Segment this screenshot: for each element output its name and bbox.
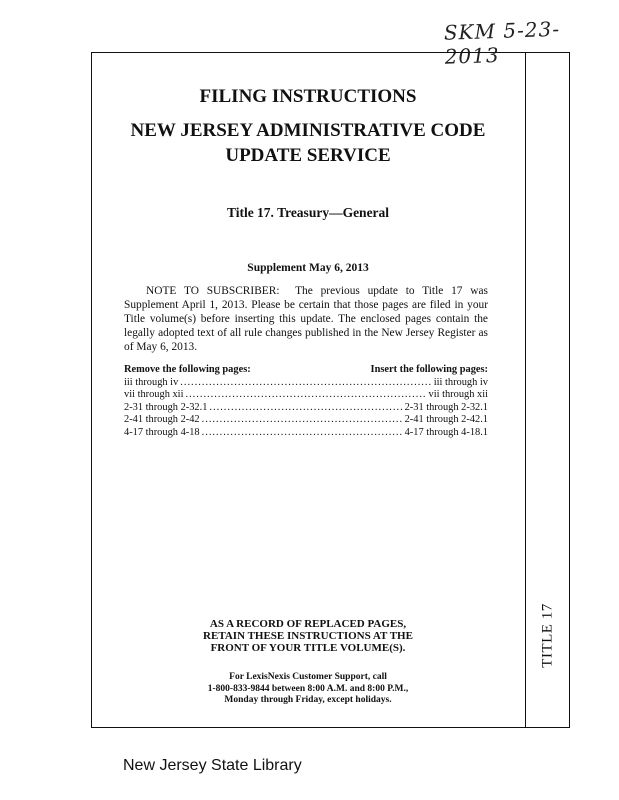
record-line: FRONT OF YOUR TITLE VOLUME(S). <box>210 642 406 654</box>
side-tab <box>528 580 568 690</box>
handwritten-note: SKM 5-23-2013 <box>443 16 561 69</box>
njac-heading: NEW JERSEY ADMINISTRATIVE CODE <box>130 120 486 141</box>
leader-dots <box>202 414 403 427</box>
page-row <box>124 427 488 440</box>
support-line: 1-800-833-9844 between 8:00 A.M. and 8:00 P.M., <box>207 683 409 694</box>
leader-dots <box>202 427 403 440</box>
record-line: RETAIN THESE INSTRUCTIONS AT THE <box>203 630 413 642</box>
remove-pages: vii through xii <box>124 389 184 400</box>
note-to-subscriber <box>124 284 488 354</box>
insert-pages: vii through xii <box>428 389 488 400</box>
leader-dots <box>209 402 402 415</box>
insert-pages: iii through iv <box>433 376 488 388</box>
customer-support <box>91 672 525 707</box>
insert-pages: 2-41 through 2-42.1 <box>404 414 488 425</box>
page-list-header <box>124 364 488 377</box>
insert-header: Insert the following pages: <box>370 364 488 375</box>
library-footer: New Jersey State Library <box>123 757 302 774</box>
title-heading: Title 17. Treasury—General <box>226 205 390 220</box>
remove-pages: 2-41 through 2-42 <box>124 414 200 425</box>
leader-dots <box>180 377 431 390</box>
remove-pages: 4-17 through 4-18 <box>124 426 200 438</box>
page-row <box>124 377 488 390</box>
page-list <box>124 364 488 439</box>
record-line: AS A RECORD OF REPLACED PAGES, <box>209 618 407 630</box>
supplement-heading: Supplement May 6, 2013 <box>247 262 369 274</box>
page-row <box>124 414 488 427</box>
tab-divider <box>525 52 526 728</box>
page-row <box>124 402 488 415</box>
remove-pages: 2-31 through 2-32.1 <box>124 401 208 413</box>
note-text: The previous update to Title 17 was Supplement April 1, 2013. Please be certain that those pages are filed in your Title volume(s) before inserting this update. The enclosed pages contain the legally adopted text of all rule changes published in the New Jersey Register as of May 6, 2013. <box>124 285 488 353</box>
insert-pages: 4-17 through 4-18.1 <box>404 426 488 438</box>
remove-pages: iii through iv <box>124 376 179 388</box>
insert-pages: 2-31 through 2-32.1 <box>404 401 488 413</box>
tab-label: TITLE 17 <box>539 602 556 668</box>
remove-header: Remove the following pages: <box>124 364 251 375</box>
support-line: For LexisNexis Customer Support, call <box>229 672 387 682</box>
record-instructions <box>91 618 525 654</box>
leader-dots <box>185 389 426 402</box>
note-label: NOTE TO SUBSCRIBER: <box>146 285 280 297</box>
support-line: Monday through Friday, except holidays. <box>224 695 392 705</box>
filing-instructions-heading: FILING INSTRUCTIONS <box>199 86 417 107</box>
page-row <box>124 389 488 402</box>
update-service-heading: UPDATE SERVICE <box>225 145 391 166</box>
